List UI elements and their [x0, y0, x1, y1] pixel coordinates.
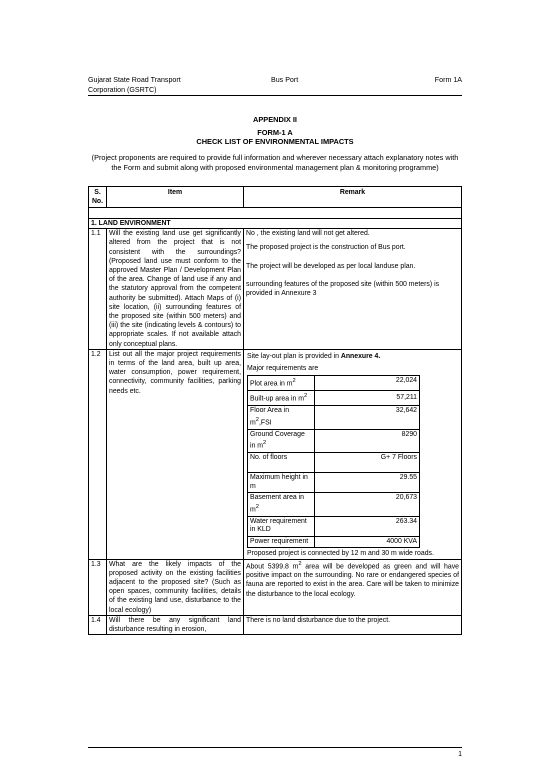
requirement-value: 57,211	[315, 391, 420, 406]
col-sno-header: S. No.	[89, 187, 107, 208]
table-row	[89, 229, 462, 350]
row-item: What are the likely impacts of the proposed activity on the existing facilities adjacent to the proposed site? (Such as open spaces, community facilities, details of the existing land use, disturbance to the local ecology)	[107, 559, 244, 615]
row-remark: About 5399.8 $m^2$ area will be developed as green and will have positive impact on the surrounding. No rare or endangered species of fauna are reported to exist in the area. Care will be taken to minimize the disturbance to the local ecology.	[244, 559, 462, 615]
row-remark	[244, 349, 462, 559]
row-remark	[244, 229, 462, 350]
remark-text: Major requirements are	[247, 365, 319, 373]
row-number: 1.2	[89, 349, 107, 559]
remark-text: surrounding features of the proposed site (within 500 meters) is provided in Annexure 3	[246, 280, 440, 298]
requirement-row	[248, 406, 420, 429]
section-row	[89, 219, 462, 229]
requirement-row	[248, 453, 420, 473]
requirement-value: 32,642	[315, 406, 420, 429]
remark-text: The proposed project is the construction of Bus port.	[246, 244, 406, 252]
requirement-label: Floor Area in $m^2,FSI$	[248, 406, 315, 429]
requirement-row	[248, 516, 420, 536]
table-row	[89, 615, 462, 634]
requirement-row	[248, 429, 420, 452]
requirements-table	[247, 375, 420, 548]
col-item-header: Item	[107, 187, 244, 208]
checklist-title: CHECK LIST OF ENVIRONMENTAL IMPACTS	[196, 137, 354, 146]
remark-text: Proposed project is connected by 12 m and 30 m wide roads.	[247, 550, 434, 558]
instruction-note: (Project proponents are required to provide full information and wherever necessary attach explanatory notes with the Form and submit along with proposed environmental management plan & monitoring programme)	[91, 153, 459, 172]
remark-text	[247, 352, 459, 361]
footer-rule	[88, 747, 462, 748]
requirement-row	[248, 473, 420, 493]
table-row	[89, 349, 462, 559]
header-form: Form 1A	[434, 76, 462, 84]
requirement-row	[248, 391, 420, 406]
requirement-row	[248, 376, 420, 391]
header-rule	[88, 95, 462, 96]
col-remark-header: Remark	[244, 187, 462, 208]
section-title: 1. LAND ENVIRONMENT	[89, 219, 462, 229]
requirement-label: Plot area in $m^2$	[248, 376, 315, 391]
page-number: 1	[458, 751, 462, 758]
row-item: Will there be any significant land disturbance resulting in erosion,	[107, 615, 244, 634]
requirement-label: Power requirement	[248, 536, 315, 548]
row-remark: There is no land disturbance due to the project.	[244, 615, 462, 634]
requirement-value: G+ 7 Floors	[315, 453, 420, 473]
requirement-value: 20,673	[315, 493, 420, 516]
requirement-row	[248, 536, 420, 548]
spacer-row	[89, 208, 462, 219]
requirement-label: Maximum height in m	[248, 473, 315, 493]
requirement-row	[248, 493, 420, 516]
requirement-label: No. of floors	[248, 453, 315, 473]
remark-text-plain: Site lay-out plan is provided in	[247, 352, 341, 360]
requirement-value: 263.34	[315, 516, 420, 536]
row-number: 1.3	[89, 559, 107, 615]
header-project: Bus Port	[271, 76, 299, 84]
row-number: 1.1	[89, 229, 107, 350]
header-organization: Gujarat State Road Transport Corporation (GSRTC)	[88, 76, 181, 94]
row-item: Will the existing land use get significantly altered from the project that is not consistent with the surroundings? (Proposed land use must conform to the approved Master Plan / Development Plan of the area. Change of land use if any and the statutory approval from the competent authority be submitted). Attach Maps of (i) site location, (ii) surrounding features of the proposed site (within 500 meters) and (iii) the site (indicating levels & contours) to appropriate scales. If not available attach only conceptual plans.	[107, 229, 244, 350]
requirement-value: 22,024	[315, 376, 420, 391]
requirement-label: Built-up area in $m^2$	[248, 391, 315, 406]
row-item: List out all the major project requirements in terms of the land area, built up area, water consumption, power requirement, connectivity, community facilities, parking needs etc.	[107, 349, 244, 559]
checklist-table	[88, 186, 462, 635]
row-number: 1.4	[89, 615, 107, 634]
requirement-label: Water requirement in KLD	[248, 516, 315, 536]
annexure-reference: Annexure 4.	[340, 352, 381, 360]
table-header-row	[89, 187, 462, 208]
remark-text: The project will be developed as per local landuse plan.	[246, 262, 416, 270]
appendix-title: APPENDIX II	[253, 115, 297, 124]
requirement-value: 4000 KVA	[315, 536, 420, 548]
requirement-label: Ground Coverage in $m^2$	[248, 429, 315, 452]
table-row	[89, 559, 462, 615]
remark-text: No , the existing land will not get altered.	[246, 230, 370, 238]
requirement-value: 8290	[315, 429, 420, 452]
requirement-label: Basement area in $m^2$	[248, 493, 315, 516]
form-title: FORM-1 A	[257, 128, 293, 137]
requirement-value: 29.55	[315, 473, 420, 493]
